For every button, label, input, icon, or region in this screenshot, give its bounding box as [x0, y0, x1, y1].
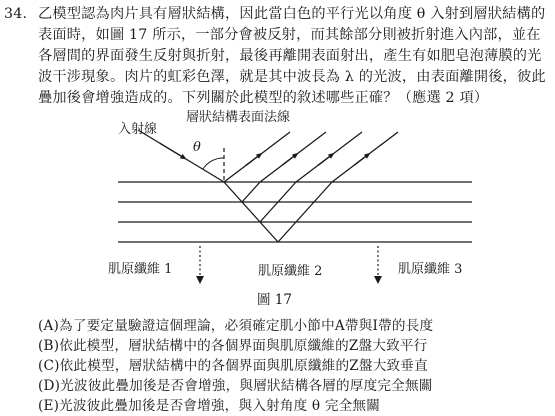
incident-ray-label: 入射線	[118, 122, 158, 137]
option-b[interactable]: (B)依此模型，層狀結構中的各個界面與肌原纖維的Z盤大致平行	[38, 338, 428, 354]
figure-caption: 圖 17	[257, 292, 292, 308]
angle-arc	[203, 158, 224, 169]
option-d[interactable]: (D)光波彼此疊加後是否會增強，與層狀結構各層的厚度完全無關	[38, 378, 433, 394]
fiber-label-2: 肌原纖維 2	[258, 264, 323, 279]
option-a[interactable]: (A)為了要定量驗證這個理論，必須確定肌小節中A帶與I帶的長度	[38, 318, 434, 334]
reflected-rays	[224, 132, 398, 182]
angle-theta-label: θ	[193, 140, 201, 155]
question-line: 表面時，如圖 17 所示，一部分會被反射，而其餘部分則被折射進入內部，並在	[38, 27, 541, 43]
question-line: 波干涉現象。肉片的虹彩色澤，就是其中波長為 λ 的光波，由表面離開後，彼此	[38, 69, 546, 85]
refracted-rays	[224, 182, 332, 242]
surface-normal-label: 層狀結構表面法線	[186, 110, 291, 125]
question-line: 各層間的界面發生反射與折射，最後再離開表面射出，產生有如肥皂泡薄膜的光	[38, 48, 542, 64]
figure-17	[100, 108, 490, 290]
option-c[interactable]: (C)依此模型，層狀結構中的各個界面與肌原纖維的Z盤大致垂直	[38, 358, 428, 374]
layer-lines	[118, 182, 472, 242]
option-e[interactable]: (E)光波彼此疊加後是否會增強，與入射角度 θ 完全無關	[38, 398, 381, 414]
question-line: 疊加後會增強造成的。下列關於此模型的敘述哪些正確？（應選 2 項）	[38, 90, 489, 106]
fiber-label-3: 肌原纖維 3	[398, 262, 463, 277]
question-line: 乙模型認為肉片具有層狀結構，因此當白色的平行光以角度 θ 入射到層狀結構的	[38, 6, 546, 22]
question-number: 34.	[4, 6, 28, 22]
fiber-label-1: 肌原纖維 1	[108, 262, 173, 277]
